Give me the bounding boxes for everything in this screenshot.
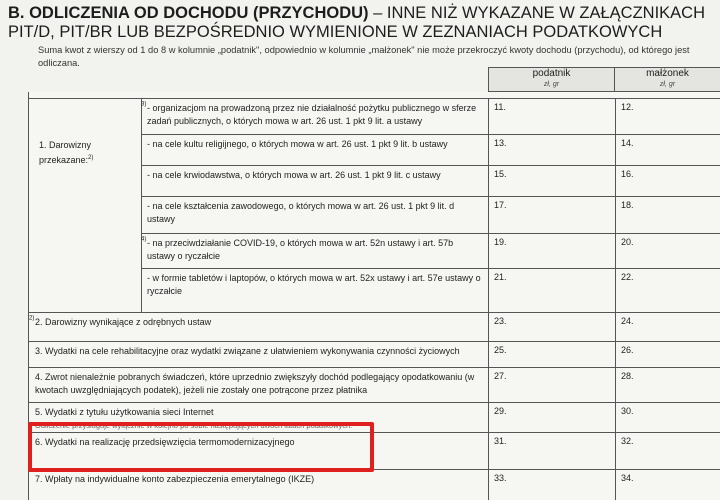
deduction-text: 6. Wydatki na realizację przedsięwzięcia termomodernizacyjnego bbox=[35, 437, 295, 447]
donation-text: - w formie tabletów i laptopów, o których mowa w art. 52x ustawy i art. 57e ustawy o ryczałcie bbox=[147, 273, 481, 296]
donations-group-cell bbox=[29, 98, 141, 312]
donation-row bbox=[141, 98, 720, 134]
section-note: Suma kwot z wierszy od 1 do 8 w kolumnie „podatnik", odpowiednio w kolumnie „małżonek" nie może przekroczyć kwoty dochodu (przychodu), od którego jest odliczana. bbox=[38, 45, 690, 68]
deduction-row bbox=[29, 367, 720, 402]
field-taxpayer[interactable]: 17. bbox=[494, 200, 507, 210]
field-spouse[interactable]: 14. bbox=[621, 138, 634, 148]
field-spouse[interactable]: 26. bbox=[621, 345, 634, 355]
deduction-text: 3. Wydatki na cele rehabilitacyjne oraz wydatki związane z ułatwieniem wykonywania czynności życiowych bbox=[35, 346, 460, 356]
field-spouse[interactable]: 30. bbox=[621, 406, 634, 416]
field-taxpayer[interactable]: 27. bbox=[494, 371, 507, 381]
section-heading bbox=[8, 4, 720, 42]
field-taxpayer[interactable]: 33. bbox=[494, 473, 507, 483]
field-spouse[interactable]: 16. bbox=[621, 169, 634, 179]
deduction-text: 5. Wydatki z tytułu użytkowania sieci Internet bbox=[35, 407, 214, 417]
donations-label: 1. Darowizny przekazane:$^{2)}$ bbox=[39, 140, 94, 165]
deduction-text: 4. Zwrot nienależnie pobranych świadczeń, które uprzednio zwiększyły dochód podlegający opodatkowaniu (w kwotach uwzględniających podatek), jeżeli nie zostały one potrącone przez płatnika bbox=[35, 372, 475, 395]
field-spouse[interactable]: 34. bbox=[621, 473, 634, 483]
donation-row bbox=[141, 233, 720, 268]
donation-text: - na cele kształcenia zawodowego, o których mowa w art. 26 ust. 1 pkt 9 lit. d ustawy bbox=[147, 201, 455, 224]
field-spouse[interactable]: 24. bbox=[621, 316, 634, 326]
donation-text: - na cele kultu religijnego, o których mowa w art. 26 ust. 1 pkt 9 lit. b ustawy bbox=[147, 139, 448, 149]
donation-footnote: 3) bbox=[141, 101, 147, 108]
donation-row bbox=[141, 165, 720, 196]
deduction-text: 7. Wpłaty na indywidualne konto zabezpieczenia emerytalnego (IKZE) bbox=[35, 474, 315, 484]
deduction-row bbox=[29, 312, 720, 341]
field-spouse[interactable]: 12. bbox=[621, 102, 634, 112]
highlight-box bbox=[28, 422, 374, 472]
field-taxpayer[interactable]: 29. bbox=[494, 406, 507, 416]
deduction-row bbox=[29, 341, 720, 367]
field-taxpayer[interactable]: 31. bbox=[494, 436, 507, 446]
field-taxpayer[interactable]: 25. bbox=[494, 345, 507, 355]
deduction-text: 2. Darowizny wynikające z odrębnych ustaw bbox=[35, 317, 212, 327]
donation-row bbox=[141, 268, 720, 312]
deduction-row bbox=[29, 469, 720, 500]
field-taxpayer[interactable]: 11. bbox=[494, 102, 506, 112]
donation-row bbox=[141, 134, 720, 165]
field-spouse[interactable]: 20. bbox=[621, 237, 634, 247]
row5-note: Odliczenie przysługuje wyłącznie w kolejno po sobie następujących dwóch latach podatkowych. bbox=[35, 421, 353, 430]
field-spouse[interactable]: 22. bbox=[621, 272, 634, 282]
field-taxpayer[interactable]: 19. bbox=[494, 237, 507, 247]
column-taxpayer-label: podatnik bbox=[532, 68, 571, 79]
deduction-footnote: 2) bbox=[29, 315, 35, 322]
field-taxpayer[interactable]: 21. bbox=[494, 272, 507, 282]
field-spouse[interactable]: 28. bbox=[621, 371, 634, 381]
donation-row bbox=[141, 196, 720, 233]
section-title: B. ODLICZENIA OD DOCHODU (PRZYCHODU) bbox=[8, 4, 369, 22]
field-taxpayer[interactable]: 13. bbox=[494, 138, 507, 148]
donation-text: - na przeciwdziałanie COVID-19, o których mowa w art. 52n ustawy i art. 57b ustawy o ryczałcie bbox=[147, 238, 454, 261]
column-header-spouse bbox=[614, 67, 720, 92]
column-spouse-unit: zł, gr bbox=[659, 81, 676, 88]
donation-text: - na cele krwiodawstwa, o których mowa w art. 26 ust. 1 pkt 9 lit. c ustawy bbox=[147, 170, 441, 180]
donation-text: - organizacjom na prowadzoną przez nie działalność pożytku publicznego w sferze zadań publicznych, o których mowa w art. 26 ust. 1 pkt 9 lit. a ustawy bbox=[147, 103, 477, 126]
column-header-taxpayer bbox=[488, 67, 615, 92]
field-spouse[interactable]: 32. bbox=[621, 436, 634, 446]
field-taxpayer[interactable]: 15. bbox=[494, 169, 507, 179]
field-taxpayer[interactable]: 23. bbox=[494, 316, 507, 326]
column-spouse-label: małżonek bbox=[646, 68, 689, 79]
column-taxpayer-unit: zł, gr bbox=[543, 81, 560, 88]
section-title-rest: – INNE NIŻ WYKAZANE W ZAŁĄCZNIKACH PIT/D, PIT/BR LUB BEZPOŚREDNIO WYMIENIONE W ZEZNANIACH PODATKOWYCH bbox=[8, 4, 706, 41]
donation-footnote: 4) bbox=[141, 236, 147, 243]
field-spouse[interactable]: 18. bbox=[621, 200, 634, 210]
